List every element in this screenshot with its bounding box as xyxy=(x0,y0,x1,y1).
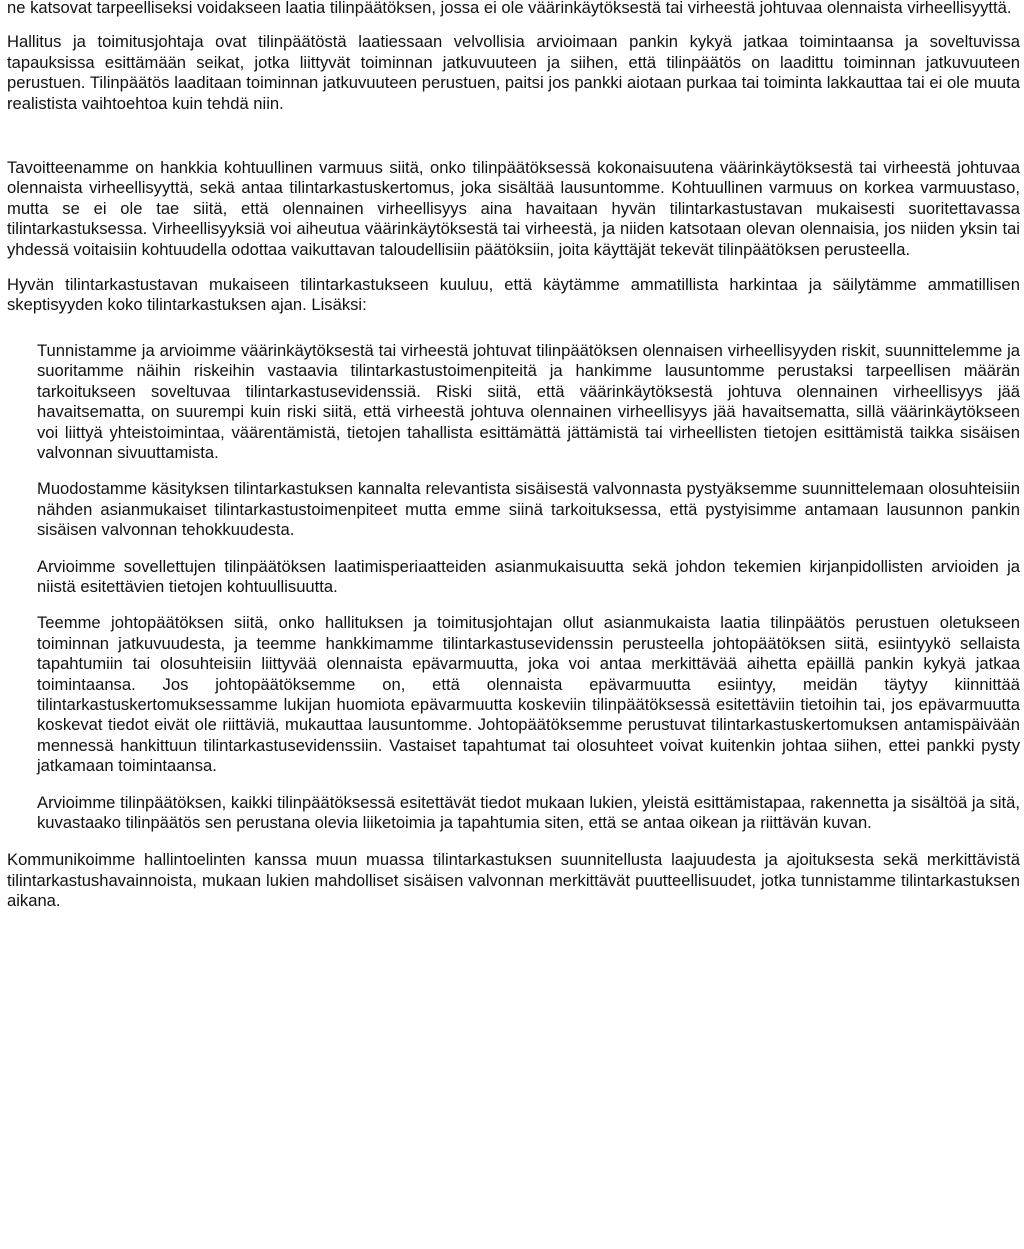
list-item: Tunnistamme ja arvioimme väärinkäytöksestä tai virheestä johtuvat tilinpäätöksen olennaisen virheellisyyden riskit, suunnittelemme ja suoritamme näihin riskeihin vastaavia tilintarkastustoimenpiteitä ja hankimme lausuntomme perustaksi tarpeellisen määrän tarkoitukseen soveltuvaa tilintarkastusevidenssiä. Riski siitä, että väärinkäytöksestä johtuva olennainen virheellisyys jää havaitsematta, on suurempi kuin riski siitä, että virheestä johtuva olennainen virheellisyys jää havaitsematta, sillä väärinkäytökseen voi liittyä yhteistoimintaa, väärentämistä, tietojen tahallista esittämättä jättämistä tai virheellisten tietojen esittämistä taikka sisäisen valvonnan sivuuttamista. xyxy=(37,340,1020,462)
list-item: Teemme johtopäätöksen siitä, onko hallituksen ja toimitusjohtajan ollut asianmukaista laatia tilinpäätös perustuen oletukseen toiminnan jatkuvuudesta, ja teemme hankkimamme tilintarkastusevidenssin perusteella johtopäätöksen siitä, esiintyykö sellaista tapahtumiin tai olosuhteisiin liittyvää olennaista epävarmuutta, joka voi antaa merkittävää aihetta epäillä pankin kykyä jatkaa toimintaansa. Jos johtopäätöksemme on, että olennaista epävarmuutta esiintyy, meidän täytyy kiinnittää tilintarkastuskertomuksessamme lukijan huomiota epävarmuutta koskeviin tilinpäätöksessä esitettäviin tietoihin tai, jos epävarmuutta koskevat tiedot eivät ole riittäviä, mukauttaa lausuntomme. Johtopäätöksemme perustuvat tilintarkastuskertomuksen antamispäivään mennessä hankittuun tilintarkastusevidenssiin. Vastaiset tapahtumat tai olosuhteet voivat kuitenkin johtaa siihen, ettei pankki pysty jatkamaan toimintaansa. xyxy=(37,613,1020,776)
paragraph-continuation: ne katsovat tarpeelliseksi voidakseen laatia tilinpäätöksen, jossa ei ole väärinkäytöksestä tai virheestä johtuvaa olennaista virheellisyyttä. xyxy=(7,0,1012,17)
list-item: Arvioimme sovellettujen tilinpäätöksen laatimisperiaatteiden asianmukaisuutta sekä johdon tekemien kirjanpidollisten arvioiden ja niistä esitettävien tietojen kohtuullisuutta. xyxy=(37,556,1020,596)
paragraph-audit-objective: Tavoitteenamme on hankkia kohtuullinen varmuus siitä, onko tilinpäätöksessä kokonaisuutena väärinkäytöksestä tai virheestä johtuvaa olennaista virheellisyyttä, sekä antaa tilintarkastuskertomus, joka sisältää lausuntomme. Kohtuullinen varmuus on korkea varmuustaso, mutta se ei ole tae siitä, että olennainen virheellisyys aina havaitaan hyvän tilintarkastustavan mukaisesti suoritettavassa tilintarkastuksessa. Virheellisyyksiä voi aiheutua väärinkäytöksestä tai virheestä, ja niiden katsotaan olevan olennaisia, jos niiden yksin tai yhdessä voitaisiin kohtuudella odottaa vaikuttavan taloudellisiin päätöksiin, joita käyttäjät tekevät tilinpäätöksen perusteella. xyxy=(7,158,1020,259)
paragraph-communication: Kommunikoimme hallintoelinten kanssa muun muassa tilintarkastuksen suunnitellusta laajuudesta ja ajoituksesta sekä merkittävistä tilintarkastushavainnoista, mukaan lukien mahdolliset sisäisen valvonnan merkittävät puutteellisuudet, jotka tunnistamme tilintarkastuksen aikana. xyxy=(7,850,1020,911)
paragraph-management-responsibility: Hallitus ja toimitusjohtaja ovat tilinpäätöstä laatiessaan velvollisia arvioimaan pankin kykyä jatkaa toimintaansa ja soveltuvissa tapauksissa esittämään seikat, jotka liittyvät toiminnan jatkuvuuteen ja siihen, että tilinpäätös on laadittu toiminnan jatkuvuuteen perustuen. Tilinpäätös laaditaan toiminnan jatkuvuuteen perustuen, paitsi jos pankki aiotaan purkaa tai toiminta lakkauttaa tai ei ole muuta realistista vaihtoehtoa kuin tehdä niin. xyxy=(7,32,1020,113)
list-item: Arvioimme tilinpäätöksen, kaikki tilinpäätöksessä esitettävät tiedot mukaan lukien, yleistä esittämistapaa, rakennetta ja sisältöä ja sitä, kuvastaako tilinpäätös sen perustana olevia liiketoimia ja tapahtumia siten, että se antaa oikean ja riittävän kuvan. xyxy=(37,792,1020,832)
list-item: Muodostamme käsityksen tilintarkastuksen kannalta relevantista sisäisestä valvonnasta pystyäksemme suunnittelemaan olosuhteisiin nähden asianmukaiset tilintarkastustoimenpiteet mutta emme siinä tarkoituksessa, että pystyisimme antamaan lausunnon pankin sisäisen valvonnan tehokkuudesta. xyxy=(37,479,1020,540)
paragraph-audit-judgement: Hyvän tilintarkastustavan mukaiseen tilintarkastukseen kuuluu, että käytämme ammatillista harkintaa ja säilytämme ammatillisen skeptisyyden koko tilintarkastuksen ajan. Lisäksi: xyxy=(7,275,1020,315)
